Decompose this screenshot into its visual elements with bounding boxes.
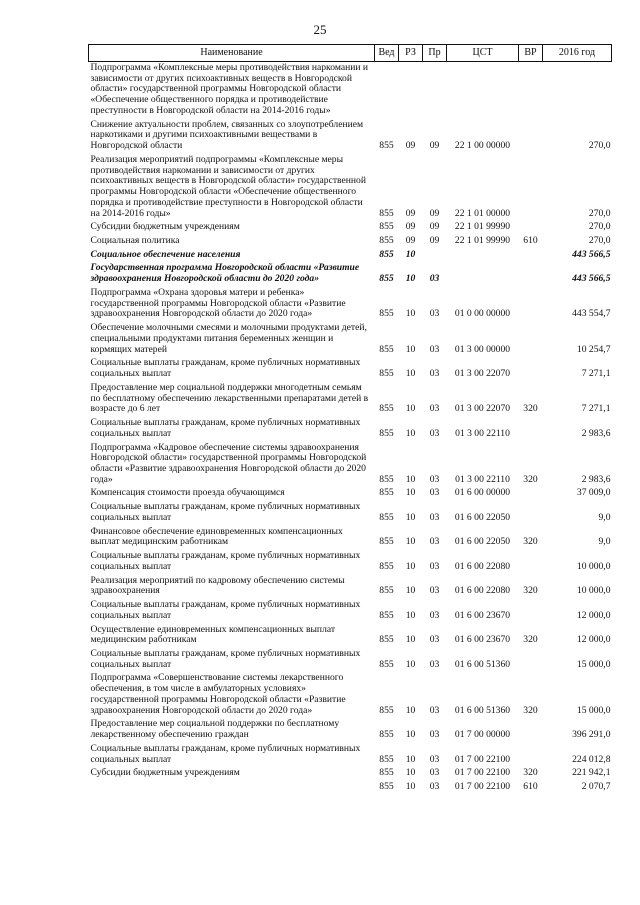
row-sum: 12 000,0 — [576, 634, 611, 646]
row-name: Снижение актуальности проблем, связанных со злоупотреблением наркотиками и другими психоактивными веществами в Новгородской области — [90, 118, 364, 152]
row-vr — [519, 287, 543, 322]
table-row — [89, 62, 612, 119]
row-cst: 01 6 00 51360 — [454, 658, 511, 670]
row-pr: 03 — [429, 704, 440, 716]
row-name: Социальные выплаты гражданам, кроме публичных нормативных социальных выплат — [90, 599, 361, 621]
row-vr: 320 — [523, 767, 538, 779]
row-name: Реализация мероприятий подпрограммы «Комплексные меры противодействия наркомании и зависимости от других психоактивных веществ в Новгородской области» государственной программы Новгородской области «Обеспечение общественного порядка и противодействие преступности в Новгородской области на 2014-2016 годы» — [90, 153, 366, 219]
row-sum: 7 271,1 — [581, 403, 611, 415]
row-pr: 03 — [429, 343, 440, 355]
row-ved: 855 — [379, 511, 394, 523]
row-name: Предоставление мер социальной поддержки многодетным семьям по бесплатному обеспечению лекарственными препаратами детей в возрасте до 6 лет — [90, 381, 369, 415]
table-row — [89, 487, 612, 501]
row-ved: 855 — [379, 658, 394, 670]
table-row — [89, 526, 612, 550]
row-pr: 03 — [429, 308, 440, 320]
row-name: Предоставление мер социальной поддержки по бесплатному лекарственному обеспечению граждан — [90, 718, 340, 741]
table-row — [89, 322, 612, 357]
row-pr — [423, 62, 447, 119]
row-name: Компенсация стоимости проезда обучающимся — [90, 487, 285, 499]
row-ved: 855 — [379, 634, 394, 646]
row-cst — [447, 262, 519, 286]
row-pr: 03 — [429, 585, 440, 597]
row-vr — [519, 718, 543, 742]
row-sum: 270,0 — [588, 140, 611, 152]
header-cst: ЦСТ — [447, 45, 519, 62]
header-rz: РЗ — [399, 45, 423, 62]
row-rz: 10 — [405, 273, 416, 285]
row-cst: 22 1 00 00000 — [454, 140, 511, 152]
row-vr — [519, 550, 543, 574]
row-rz: 10 — [405, 248, 416, 260]
row-vr — [519, 262, 543, 286]
row-rz: 10 — [405, 427, 416, 439]
header-vr: ВР — [519, 45, 543, 62]
header-ved: Вед — [375, 45, 399, 62]
row-vr — [519, 322, 543, 357]
row-sum: 15 000,0 — [576, 704, 611, 716]
row-rz: 10 — [405, 487, 416, 499]
budget-table — [88, 44, 612, 795]
row-rz: 10 — [405, 634, 416, 646]
row-pr: 09 — [429, 207, 440, 219]
row-sum: 37 009,0 — [576, 487, 611, 499]
row-vr — [519, 357, 543, 381]
table-row — [89, 599, 612, 623]
row-cst — [447, 62, 519, 119]
row-rz: 10 — [405, 473, 416, 485]
row-cst: 22 1 01 99990 — [454, 235, 511, 247]
row-sum: 9,0 — [598, 536, 611, 548]
row-name: Подпрограмма «Совершенствование системы лекарственного обеспечения, в том числе в амбулаторных условиях» государственной программы Новгородской области «Развитие здравоохранения Новгородской области до 2020 года» — [90, 672, 346, 716]
row-name: Финансовое обеспечение единовременных компенсационных выплат медицинским работникам — [90, 525, 343, 548]
row-ved: 855 — [379, 767, 394, 779]
table-row — [89, 417, 612, 441]
row-ved — [375, 62, 399, 119]
table-row — [89, 767, 612, 781]
row-rz: 10 — [405, 560, 416, 572]
row-sum: 10 000,0 — [576, 585, 611, 597]
row-cst: 01 6 00 22080 — [454, 560, 511, 572]
row-ved: 855 — [379, 248, 394, 260]
row-name — [89, 781, 375, 795]
row-sum: 15 000,0 — [576, 658, 611, 670]
row-ved: 855 — [379, 207, 394, 219]
row-sum: 443 554,7 — [572, 308, 611, 320]
row-cst: 01 3 00 00000 — [454, 343, 511, 355]
row-cst: 01 6 00 23670 — [454, 634, 511, 646]
row-cst: 01 6 00 22050 — [454, 511, 511, 523]
table-row — [89, 221, 612, 235]
row-ved: 855 — [379, 585, 394, 597]
row-sum: 2 983,6 — [581, 473, 611, 485]
row-name: Социальные выплаты гражданам, кроме публичных нормативных социальных выплат — [90, 501, 361, 523]
row-sum: 2 070,7 — [581, 781, 611, 793]
table-row — [89, 442, 612, 488]
row-sum — [543, 62, 612, 119]
row-ved: 855 — [379, 343, 394, 355]
row-ved: 855 — [379, 273, 394, 285]
row-sum: 2 983,6 — [581, 427, 611, 439]
table-row — [89, 119, 612, 154]
row-vr — [519, 487, 543, 501]
page-number: 25 — [313, 22, 327, 37]
row-ved: 855 — [379, 368, 394, 380]
row-pr: 03 — [429, 658, 440, 670]
row-ved: 855 — [379, 308, 394, 320]
row-ved: 855 — [379, 609, 394, 621]
table-header — [89, 45, 612, 62]
row-cst: 01 7 00 00000 — [454, 729, 511, 741]
row-pr: 09 — [429, 221, 440, 233]
table-row — [89, 501, 612, 525]
row-ved: 855 — [379, 487, 394, 499]
row-pr: 03 — [429, 560, 440, 572]
table-row — [89, 718, 612, 742]
row-pr: 03 — [429, 634, 440, 646]
row-rz: 09 — [405, 207, 416, 219]
row-sum: 224 012,8 — [572, 753, 611, 765]
header-sum: 2016 год — [543, 45, 612, 62]
row-pr: 03 — [429, 273, 440, 285]
row-rz: 09 — [405, 235, 416, 247]
row-ved: 855 — [379, 560, 394, 572]
row-pr: 09 — [429, 235, 440, 247]
table-row — [89, 672, 612, 718]
table-row — [89, 154, 612, 221]
row-pr — [423, 249, 447, 263]
row-sum: 7 271,1 — [581, 368, 611, 380]
row-sum: 12 000,0 — [576, 609, 611, 621]
row-rz: 10 — [405, 585, 416, 597]
row-ved: 855 — [379, 729, 394, 741]
row-rz: 10 — [405, 308, 416, 320]
row-sum: 270,0 — [588, 235, 611, 247]
table-row — [89, 249, 612, 263]
table-row — [89, 382, 612, 417]
row-pr: 03 — [429, 403, 440, 415]
row-name: Государственная программа Новгородской области «Развитие здравоохранения Новгородской области до 2020 года» — [90, 262, 360, 285]
row-pr: 03 — [429, 753, 440, 765]
row-rz: 09 — [405, 221, 416, 233]
row-rz: 10 — [405, 729, 416, 741]
row-vr — [519, 501, 543, 525]
row-rz: 10 — [405, 368, 416, 380]
row-rz: 10 — [405, 536, 416, 548]
row-pr: 03 — [429, 536, 440, 548]
row-pr: 03 — [429, 487, 440, 499]
row-vr: 320 — [523, 585, 538, 597]
row-sum: 270,0 — [588, 221, 611, 233]
row-rz: 10 — [405, 609, 416, 621]
row-cst: 01 3 00 22070 — [454, 368, 511, 380]
table-row — [89, 235, 612, 249]
row-pr: 03 — [429, 729, 440, 741]
row-cst: 22 1 01 00000 — [454, 207, 511, 219]
table-row — [89, 287, 612, 322]
row-name: Социальные выплаты гражданам, кроме публичных нормативных социальных выплат — [90, 647, 361, 670]
row-rz: 10 — [405, 403, 416, 415]
row-vr: 610 — [523, 781, 538, 793]
row-sum: 10 254,7 — [576, 343, 611, 355]
row-pr: 03 — [429, 767, 440, 779]
row-vr: 320 — [523, 634, 538, 646]
row-name: Реализация мероприятий по кадровому обеспечению системы здравоохранения — [90, 574, 345, 597]
row-vr — [519, 417, 543, 441]
header-row — [89, 45, 612, 62]
row-name: Социальная политика — [90, 235, 180, 247]
row-pr: 03 — [429, 473, 440, 485]
row-sum: 10 000,0 — [576, 560, 611, 572]
row-cst: 01 3 00 22110 — [455, 427, 510, 439]
row-rz: 10 — [405, 511, 416, 523]
row-cst — [447, 249, 519, 263]
row-ved: 855 — [379, 403, 394, 415]
row-vr — [519, 119, 543, 154]
row-name: Социальные выплаты гражданам, кроме публичных нормативных социальных выплат — [90, 550, 361, 572]
row-vr — [519, 249, 543, 263]
row-ved: 855 — [379, 473, 394, 485]
row-cst: 01 6 00 22080 — [454, 585, 511, 597]
row-name: Подпрограмма «Охрана здоровья матери и ребенка» государственной программы Новгородской области «Развитие здравоохранения Новгородской области до 2020 года» — [90, 286, 346, 320]
row-vr — [519, 599, 543, 623]
row-pr: 03 — [429, 511, 440, 523]
row-rz: 10 — [405, 781, 416, 793]
row-vr: 320 — [523, 536, 538, 548]
row-rz: 10 — [405, 753, 416, 765]
row-cst: 01 6 00 22050 — [454, 536, 511, 548]
row-ved: 855 — [379, 221, 394, 233]
row-name: Социальное обеспечение населения — [90, 248, 241, 260]
row-pr: 03 — [429, 427, 440, 439]
row-name: Социальные выплаты гражданам, кроме публичных нормативных социальных выплат — [90, 742, 361, 765]
row-ved: 855 — [379, 140, 394, 152]
row-vr: 320 — [523, 704, 538, 716]
row-name: Осуществление единовременных компенсационных выплат медицинским работникам — [90, 623, 336, 646]
row-cst: 01 7 00 22100 — [454, 753, 511, 765]
row-ved: 855 — [379, 536, 394, 548]
row-name: Подпрограмма «Комплексные меры противодействия наркомании и зависимости от других психоактивных веществ в Новгородской области» государственной программы Новгородской области «Обеспечение общественного порядка и противодействие преступности в Новгородской области на 2014-2016 годы» — [90, 62, 369, 116]
row-sum: 443 566,5 — [572, 273, 611, 285]
header-name: Наименование — [89, 45, 375, 62]
row-rz: 10 — [405, 658, 416, 670]
row-name: Социальные выплаты гражданам, кроме публичных нормативных социальных выплат — [90, 357, 361, 380]
row-name: Социальные выплаты гражданам, кроме публичных нормативных социальных выплат — [90, 417, 361, 439]
table-row — [89, 781, 612, 795]
row-cst: 01 6 00 51360 — [454, 704, 511, 716]
row-ved: 855 — [379, 704, 394, 716]
row-vr: 320 — [523, 403, 538, 415]
table-row — [89, 357, 612, 381]
row-pr: 03 — [429, 609, 440, 621]
row-cst: 01 3 00 22110 — [455, 473, 510, 485]
row-rz: 09 — [405, 140, 416, 152]
row-ved: 855 — [379, 781, 394, 793]
row-pr: 09 — [429, 140, 440, 152]
row-ved: 855 — [379, 427, 394, 439]
row-cst: 01 0 00 00000 — [454, 308, 511, 320]
row-name: Подпрограмма «Кадровое обеспечение системы здравоохранения Новгородской области» государственной программы Новгородской области «Развитие здравоохранения Новгородской области до 2020 года» — [90, 441, 367, 485]
row-ved: 855 — [379, 235, 394, 247]
row-rz: 10 — [405, 704, 416, 716]
row-vr — [519, 648, 543, 672]
row-sum: 221 942,1 — [572, 767, 611, 779]
row-pr: 03 — [429, 368, 440, 380]
row-cst: 01 6 00 23670 — [454, 609, 511, 621]
row-vr: 320 — [523, 473, 538, 485]
row-sum: 270,0 — [588, 207, 611, 219]
table-row — [89, 550, 612, 574]
row-name: Субсидии бюджетным учреждениям — [90, 767, 240, 779]
row-rz: 10 — [405, 767, 416, 779]
row-sum: 443 566,5 — [572, 248, 611, 260]
row-vr — [519, 154, 543, 221]
row-rz — [399, 62, 423, 119]
row-cst: 22 1 01 99990 — [454, 221, 511, 233]
row-rz: 10 — [405, 343, 416, 355]
row-pr: 03 — [429, 781, 440, 793]
row-name: Субсидии бюджетным учреждениям — [90, 221, 240, 233]
row-sum: 9,0 — [598, 511, 611, 523]
table-row — [89, 743, 612, 767]
row-ved: 855 — [379, 753, 394, 765]
row-cst: 01 7 00 22100 — [454, 781, 511, 793]
table-row — [89, 575, 612, 599]
row-vr — [519, 743, 543, 767]
row-vr — [519, 221, 543, 235]
row-cst: 01 3 00 22070 — [454, 403, 511, 415]
row-cst: 01 7 00 22100 — [454, 767, 511, 779]
row-vr: 610 — [523, 235, 538, 247]
row-sum: 396 291,0 — [572, 729, 611, 741]
table-row — [89, 624, 612, 648]
table-row — [89, 648, 612, 672]
row-vr — [519, 62, 543, 119]
row-name: Обеспечение молочными смесями и молочными продуктами детей, специальными продуктами питания беременных женщин и кормящих матерей — [90, 322, 367, 355]
row-cst: 01 6 00 00000 — [454, 487, 511, 499]
table-row — [89, 262, 612, 286]
header-pr: Пр — [423, 45, 447, 62]
table-body — [89, 62, 612, 795]
